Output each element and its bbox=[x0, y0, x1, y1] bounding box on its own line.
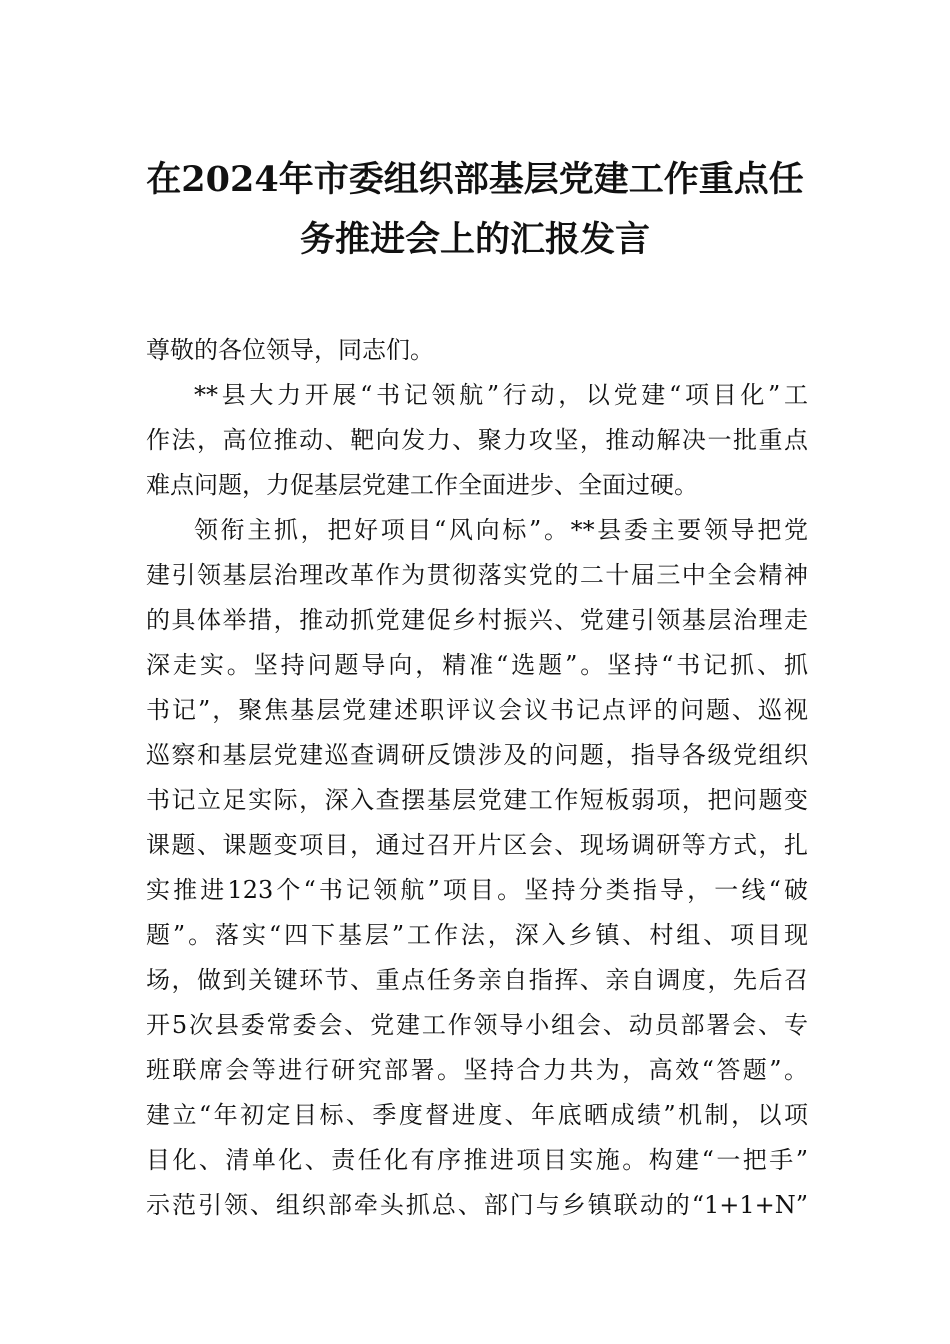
document-title bbox=[120, 150, 830, 270]
paragraph-line: 作法，高位推动、靶向发力、聚力攻坚，推动解决一批重点 bbox=[146, 426, 808, 454]
paragraph-line: **县大力开展“书记领航”行动，以党建“项目化”工 bbox=[194, 381, 808, 409]
paragraph-line: 深走实。坚持问题导向，精准“选题”。坚持“书记抓、抓 bbox=[146, 651, 808, 679]
paragraph-line: 的具体举措，推动抓党建促乡村振兴、党建引领基层治理走 bbox=[146, 606, 808, 634]
paragraph-line: 书记”，聚焦基层党建述职评议会议书记点评的问题、巡视 bbox=[146, 696, 808, 724]
paragraph-line: 实推进123个“书记领航”项目。坚持分类指导，一线“破 bbox=[146, 876, 808, 904]
paragraph-line: 巡察和基层党建巡查调研反馈涉及的问题，指导各级党组织 bbox=[146, 741, 808, 769]
paragraph-line: 目化、清单化、责任化有序推进项目实施。构建“一把手” bbox=[146, 1146, 808, 1174]
paragraph-line: 班联席会等进行研究部署。坚持合力共为，高效“答题”。 bbox=[146, 1056, 808, 1084]
paragraph-line: 示范引领、组织部牵头抓总、部门与乡镇联动的“1+1+N” bbox=[146, 1191, 808, 1219]
paragraph-line: 难点问题，力促基层党建工作全面进步、全面过硬。 bbox=[146, 471, 698, 499]
paragraph-line: 开5次县委常委会、党建工作领导小组会、动员部署会、专 bbox=[146, 1011, 808, 1039]
paragraph-1 bbox=[146, 373, 808, 508]
paragraph-line: 场，做到关键环节、重点任务亲自指挥、亲自调度，先后召 bbox=[146, 966, 808, 994]
title-line-2: 务推进会上的汇报发言 bbox=[299, 219, 650, 260]
paragraph-line: 建立“年初定目标、季度督进度、年底晒成绩”机制，以项 bbox=[146, 1101, 808, 1129]
paragraph-2 bbox=[146, 508, 808, 1228]
title-line-1: 在2024年市委组织部基层党建工作重点任 bbox=[146, 159, 804, 200]
salutation: 尊敬的各位领导，同志们。 bbox=[146, 336, 434, 364]
paragraph-line: 课题、课题变项目，通过召开片区会、现场调研等方式，扎 bbox=[146, 831, 808, 859]
document-body bbox=[146, 328, 808, 1228]
paragraph-line: 领衔主抓，把好项目“风向标”。**县委主要领导把党 bbox=[194, 516, 808, 544]
paragraph-line: 书记立足实际，深入查摆基层党建工作短板弱项，把问题变 bbox=[146, 786, 808, 814]
paragraph-line: 建引领基层治理改革作为贯彻落实党的二十届三中全会精神 bbox=[146, 561, 808, 589]
paragraph-line: 题”。落实“四下基层”工作法，深入乡镇、村组、项目现 bbox=[146, 921, 808, 949]
